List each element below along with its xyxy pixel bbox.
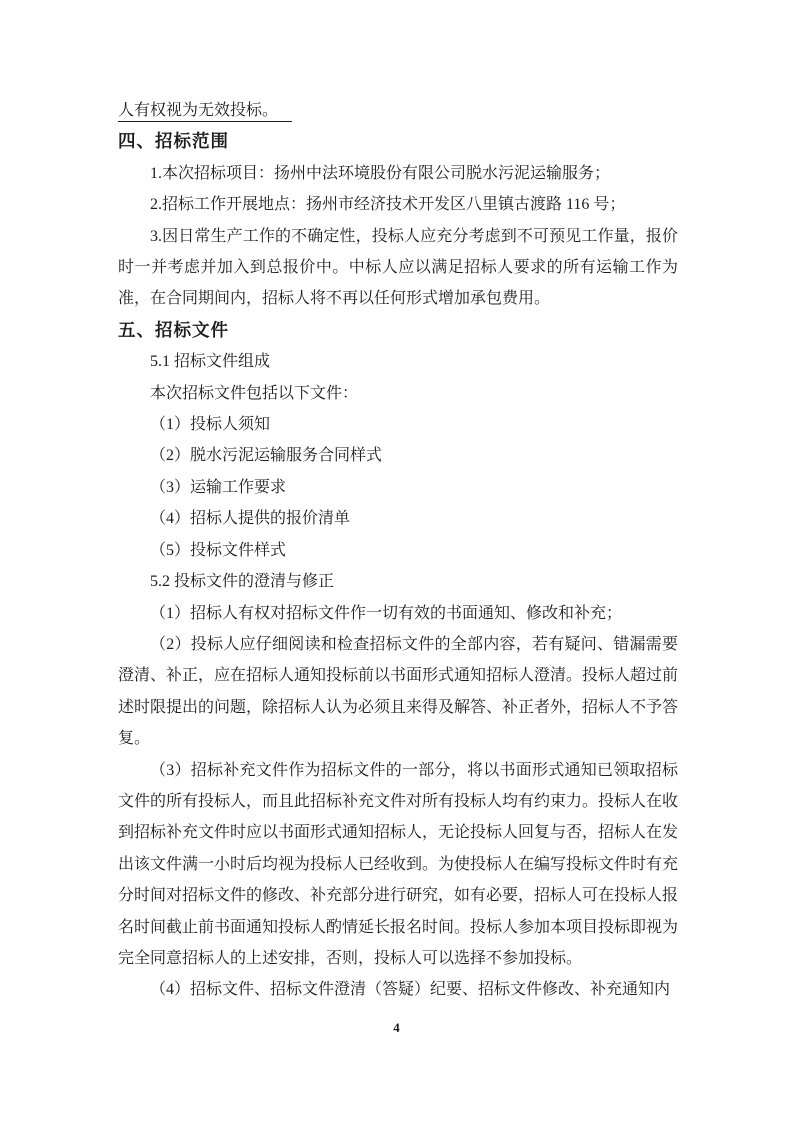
file-list-item-4: （4）招标人提供的报价清单 (150, 510, 351, 528)
subsection-5-1-title: 5.1 招标文件组成 (150, 353, 271, 371)
section-4-item-3: 3.因日常生产工作的不确定性，投标人应充分考虑到不可预见工作量，报价时一并考虑并加入到总报价中。中标人应以满足招标人要求的所有运输工作为准，在合同期间内，招标人将不再以任何形式增加承包费用。 (118, 227, 678, 308)
file-list-item-2: （2）脱水污泥运输服务合同样式 (150, 447, 383, 465)
carryover-line (118, 95, 678, 126)
subsection-5-1-intro: 本次招标文件包括以下文件： (150, 384, 359, 402)
page-number: 4 (393, 1020, 400, 1035)
document-body (118, 95, 678, 1006)
clarification-paragraph-1: （1）招标人有权对招标文件作一切有效的书面通知、修改和补充； (150, 604, 623, 622)
section-5-heading: 五、招标文件 (118, 319, 229, 340)
file-list-item-1: （1）投标人须知 (150, 416, 271, 434)
file-list-item-5: （5）投标文件样式 (150, 541, 287, 559)
clarification-paragraph-3: （3）招标补充文件作为招标文件的一部分，将以书面形式通知已领取招标文件的所有投标人，而且此招标补充文件对所有投标人均有约束力。投标人在收到招标补充文件时应以书面形式通知招标人，无论投标人回复与否，招标人在发出该文件满一小时后均视为投标人已经收到。为使投标人在编写投标文件时有充分时间对招标文件的修改、补充部分进行研究，如有必要，招标人可在投标人报名时间截止前书面通知投标人酌情延长报名时间。投标人参加本项目投标即视为完全同意招标人的上述安排，否则，投标人可以选择不参加投标。 (118, 761, 679, 967)
carryover-underlined-text: 人有权视为无效投标。 (118, 101, 292, 122)
clarification-paragraph-2: （2）投标人应仔细阅读和检查招标文件的全部内容，若有疑问、错漏需要澄清、补正，应在招标人通知投标前以书面形式通知招标人澄清。投标人超过前述时限提出的问题，除招标人认为必须且来得及解答、补正者外，招标人不予答复。 (118, 635, 679, 748)
subsection-5-2-title: 5.2 投标文件的澄清与修正 (150, 573, 335, 591)
clarification-paragraph-4: （4）招标文件、招标文件澄清（答疑）纪要、招标文件修改、补充通知内 (150, 981, 671, 999)
section-4-heading: 四、招标范围 (118, 131, 229, 152)
file-list-item-3: （3）运输工作要求 (150, 478, 287, 496)
section-4-item-1: 1.本次招标项目：扬州中法环境股份有限公司脱水污泥运输服务； (150, 164, 611, 182)
section-4-item-2: 2.招标工作开展地点：扬州市经济技术开发区八里镇古渡路 116 号； (150, 196, 626, 214)
